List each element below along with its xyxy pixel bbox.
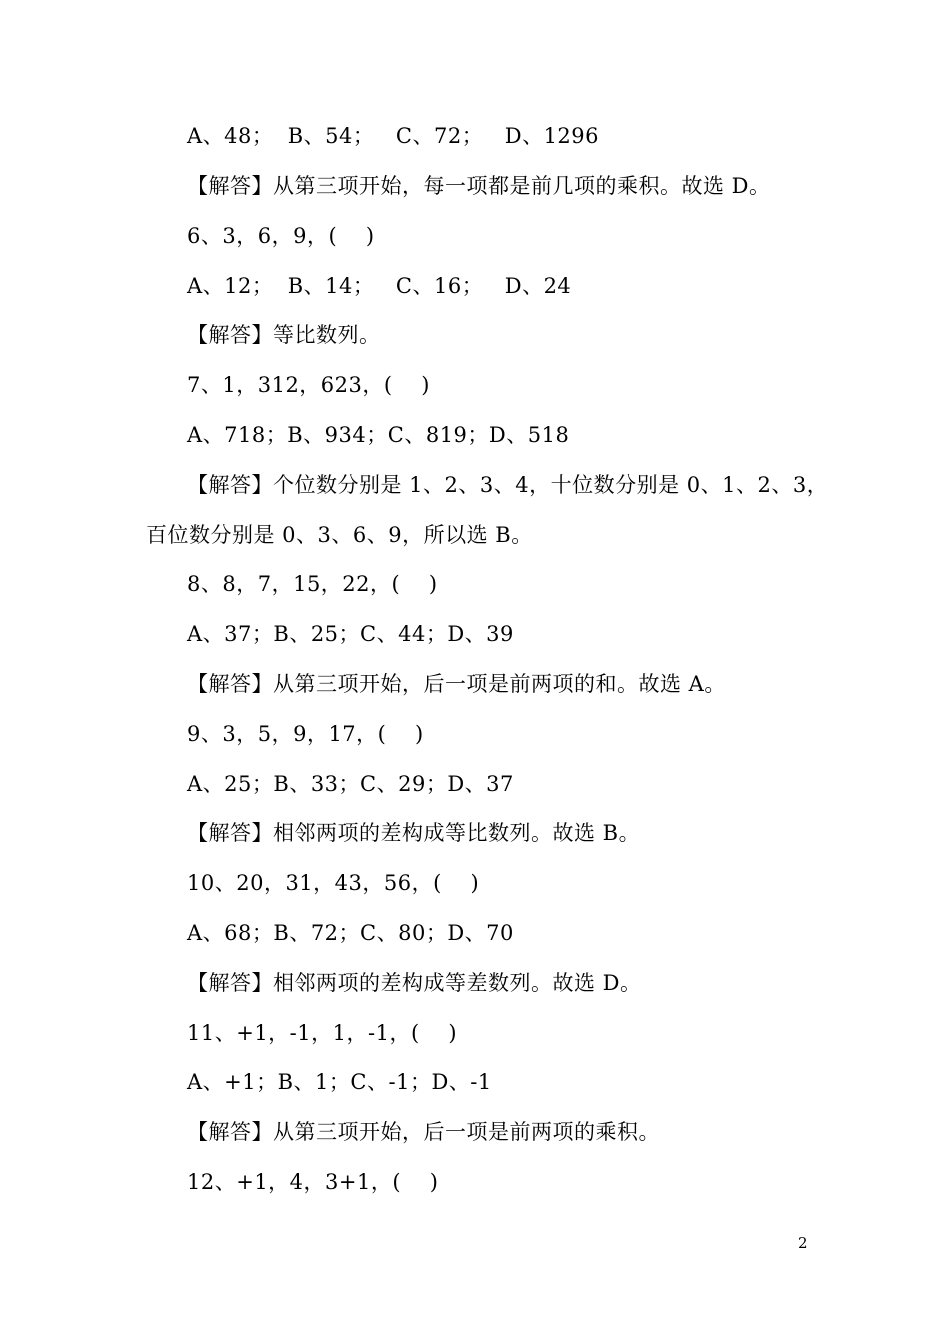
- q7-answer: 【解答】个位数分别是 1、2、3、4，十位数分别是 0、1、2、3，: [187, 473, 829, 497]
- q12-question: 12、+1，4，3+1，( ): [187, 1170, 439, 1194]
- q9-answer: 【解答】相邻两项的差构成等比数列。故选 B。: [187, 821, 641, 845]
- q10-question: 10、20，31，43，56，( ): [187, 871, 480, 895]
- q11-answer: 【解答】从第三项开始，后一项是前两项的乘积。: [187, 1120, 660, 1144]
- q8-answer: 【解答】从第三项开始，后一项是前两项的和。故选 A。: [187, 672, 726, 696]
- q10-options: A、68；B、72；C、80；D、70: [187, 921, 514, 945]
- q6-answer: 【解答】等比数列。: [187, 323, 381, 347]
- q11-options: A、+1；B、1；C、-1；D、-1: [187, 1070, 492, 1094]
- q8-question: 8、8，7，15，22，( ): [187, 572, 438, 596]
- q6-question: 6、3，6，9，( ): [187, 224, 375, 248]
- page-number: 2: [798, 1234, 808, 1252]
- q6-options: A、12； B、14； C、16； D、24: [187, 274, 572, 298]
- q8-options: A、37；B、25；C、44；D、39: [187, 622, 514, 646]
- q10-answer: 【解答】相邻两项的差构成等差数列。故选 D。: [187, 971, 642, 995]
- q11-question: 11、+1，-1，1，-1，( ): [187, 1021, 458, 1045]
- q7-question: 7、1，312，623，( ): [187, 373, 430, 397]
- q9-options: A、25；B、33；C、29；D、37: [187, 772, 514, 796]
- q5-options: A、48； B、54； C、72； D、1296: [187, 124, 600, 148]
- q7-answer-continued: 百位数分别是 0、3、6、9，所以选 B。: [146, 523, 533, 547]
- q9-question: 9、3，5，9，17，( ): [187, 722, 424, 746]
- q5-answer: 【解答】从第三项开始，每一项都是前几项的乘积。故选 D。: [187, 174, 771, 198]
- q7-options: A、718；B、934；C、819；D、518: [187, 423, 570, 447]
